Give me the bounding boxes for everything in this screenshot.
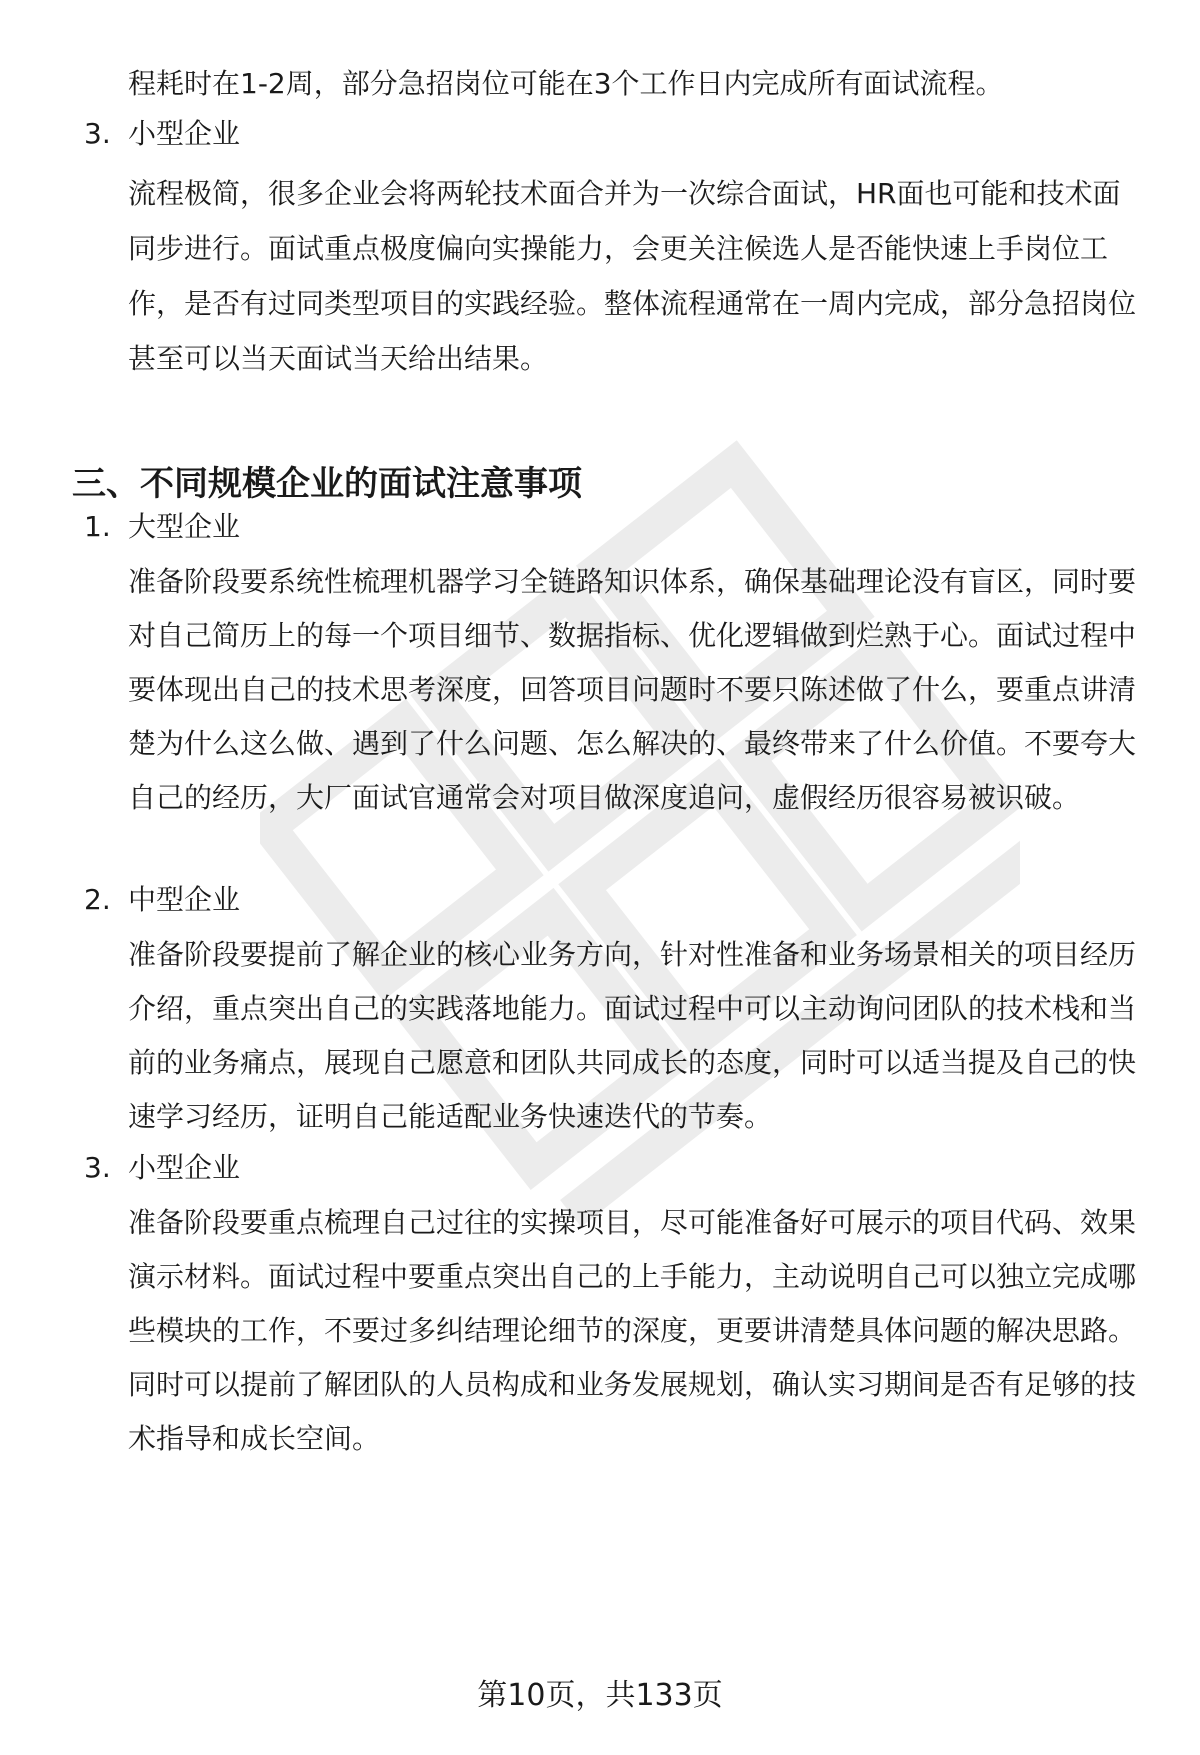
list-number: 3.	[84, 117, 111, 150]
list-item-body: 准备阶段要提前了解企业的核心业务方向，针对性准备和业务场景相关的项目经历介绍，重点突出自己的实践落地能力。面试过程中可以主动询问团队的技术栈和当前的业务痛点，展现自己愿意和团队共同成长的态度，同时可以适当提及自己的快速学习经历，证明自己能适配业务快速迭代的节奏。	[128, 938, 1137, 1133]
list-item-small-enterprise-process	[84, 112, 1164, 386]
list-item-small-enterprise	[84, 1146, 1164, 1466]
list-item-body: 准备阶段要系统性梳理机器学习全链路知识体系，确保基础理论没有盲区，同时要对自己简历上的每一个项目细节、数据指标、优化逻辑做到烂熟于心。面试过程中要体现出自己的技术思考深度，回答项目问题时不要只陈述做了什么，要重点讲清楚为什么这么做、遇到了什么问题、怎么解决的、最终带来了什么价值。不要夸大自己的经历，大厂面试官通常会对项目做深度追问，虚假经历很容易被识破。	[128, 565, 1137, 814]
list-item-medium-enterprise	[84, 878, 1164, 1144]
list-item-title: 小型企业	[128, 1151, 241, 1184]
list-item-title: 小型企业	[128, 117, 241, 150]
list-item-body: 流程极简，很多企业会将两轮技术面合并为一次综合面试，HR面也可能和技术面同步进行。面试重点极度偏向实操能力，会更关注候选人是否能快速上手岗位工作，是否有过同类型项目的实践经验。整体流程通常在一周内完成，部分急招岗位甚至可以当天面试当天给出结果。	[128, 177, 1137, 375]
list-item-title: 大型企业	[128, 510, 241, 543]
list-number: 3.	[84, 1151, 111, 1184]
list-number: 1.	[84, 510, 111, 543]
list-number: 2.	[84, 883, 111, 916]
list-item-title: 中型企业	[128, 883, 241, 916]
continued-paragraph: 程耗时在1-2周，部分急招岗位可能在3个工作日内完成所有面试流程。	[128, 67, 1004, 100]
page-footer: 第10页，共133页	[477, 1678, 723, 1713]
section-title: 三、不同规模企业的面试注意事项	[72, 464, 582, 504]
list-item-body: 准备阶段要重点梳理自己过往的实操项目，尽可能准备好可展示的项目代码、效果演示材料。面试过程中要重点突出自己的上手能力，主动说明自己可以独立完成哪些模块的工作，不要过多纠结理论细节的深度，更要讲清楚具体问题的解决思路。同时可以提前了解团队的人员构成和业务发展规划，确认实习期间是否有足够的技术指导和成长空间。	[128, 1206, 1137, 1455]
list-item-large-enterprise	[84, 505, 1164, 825]
